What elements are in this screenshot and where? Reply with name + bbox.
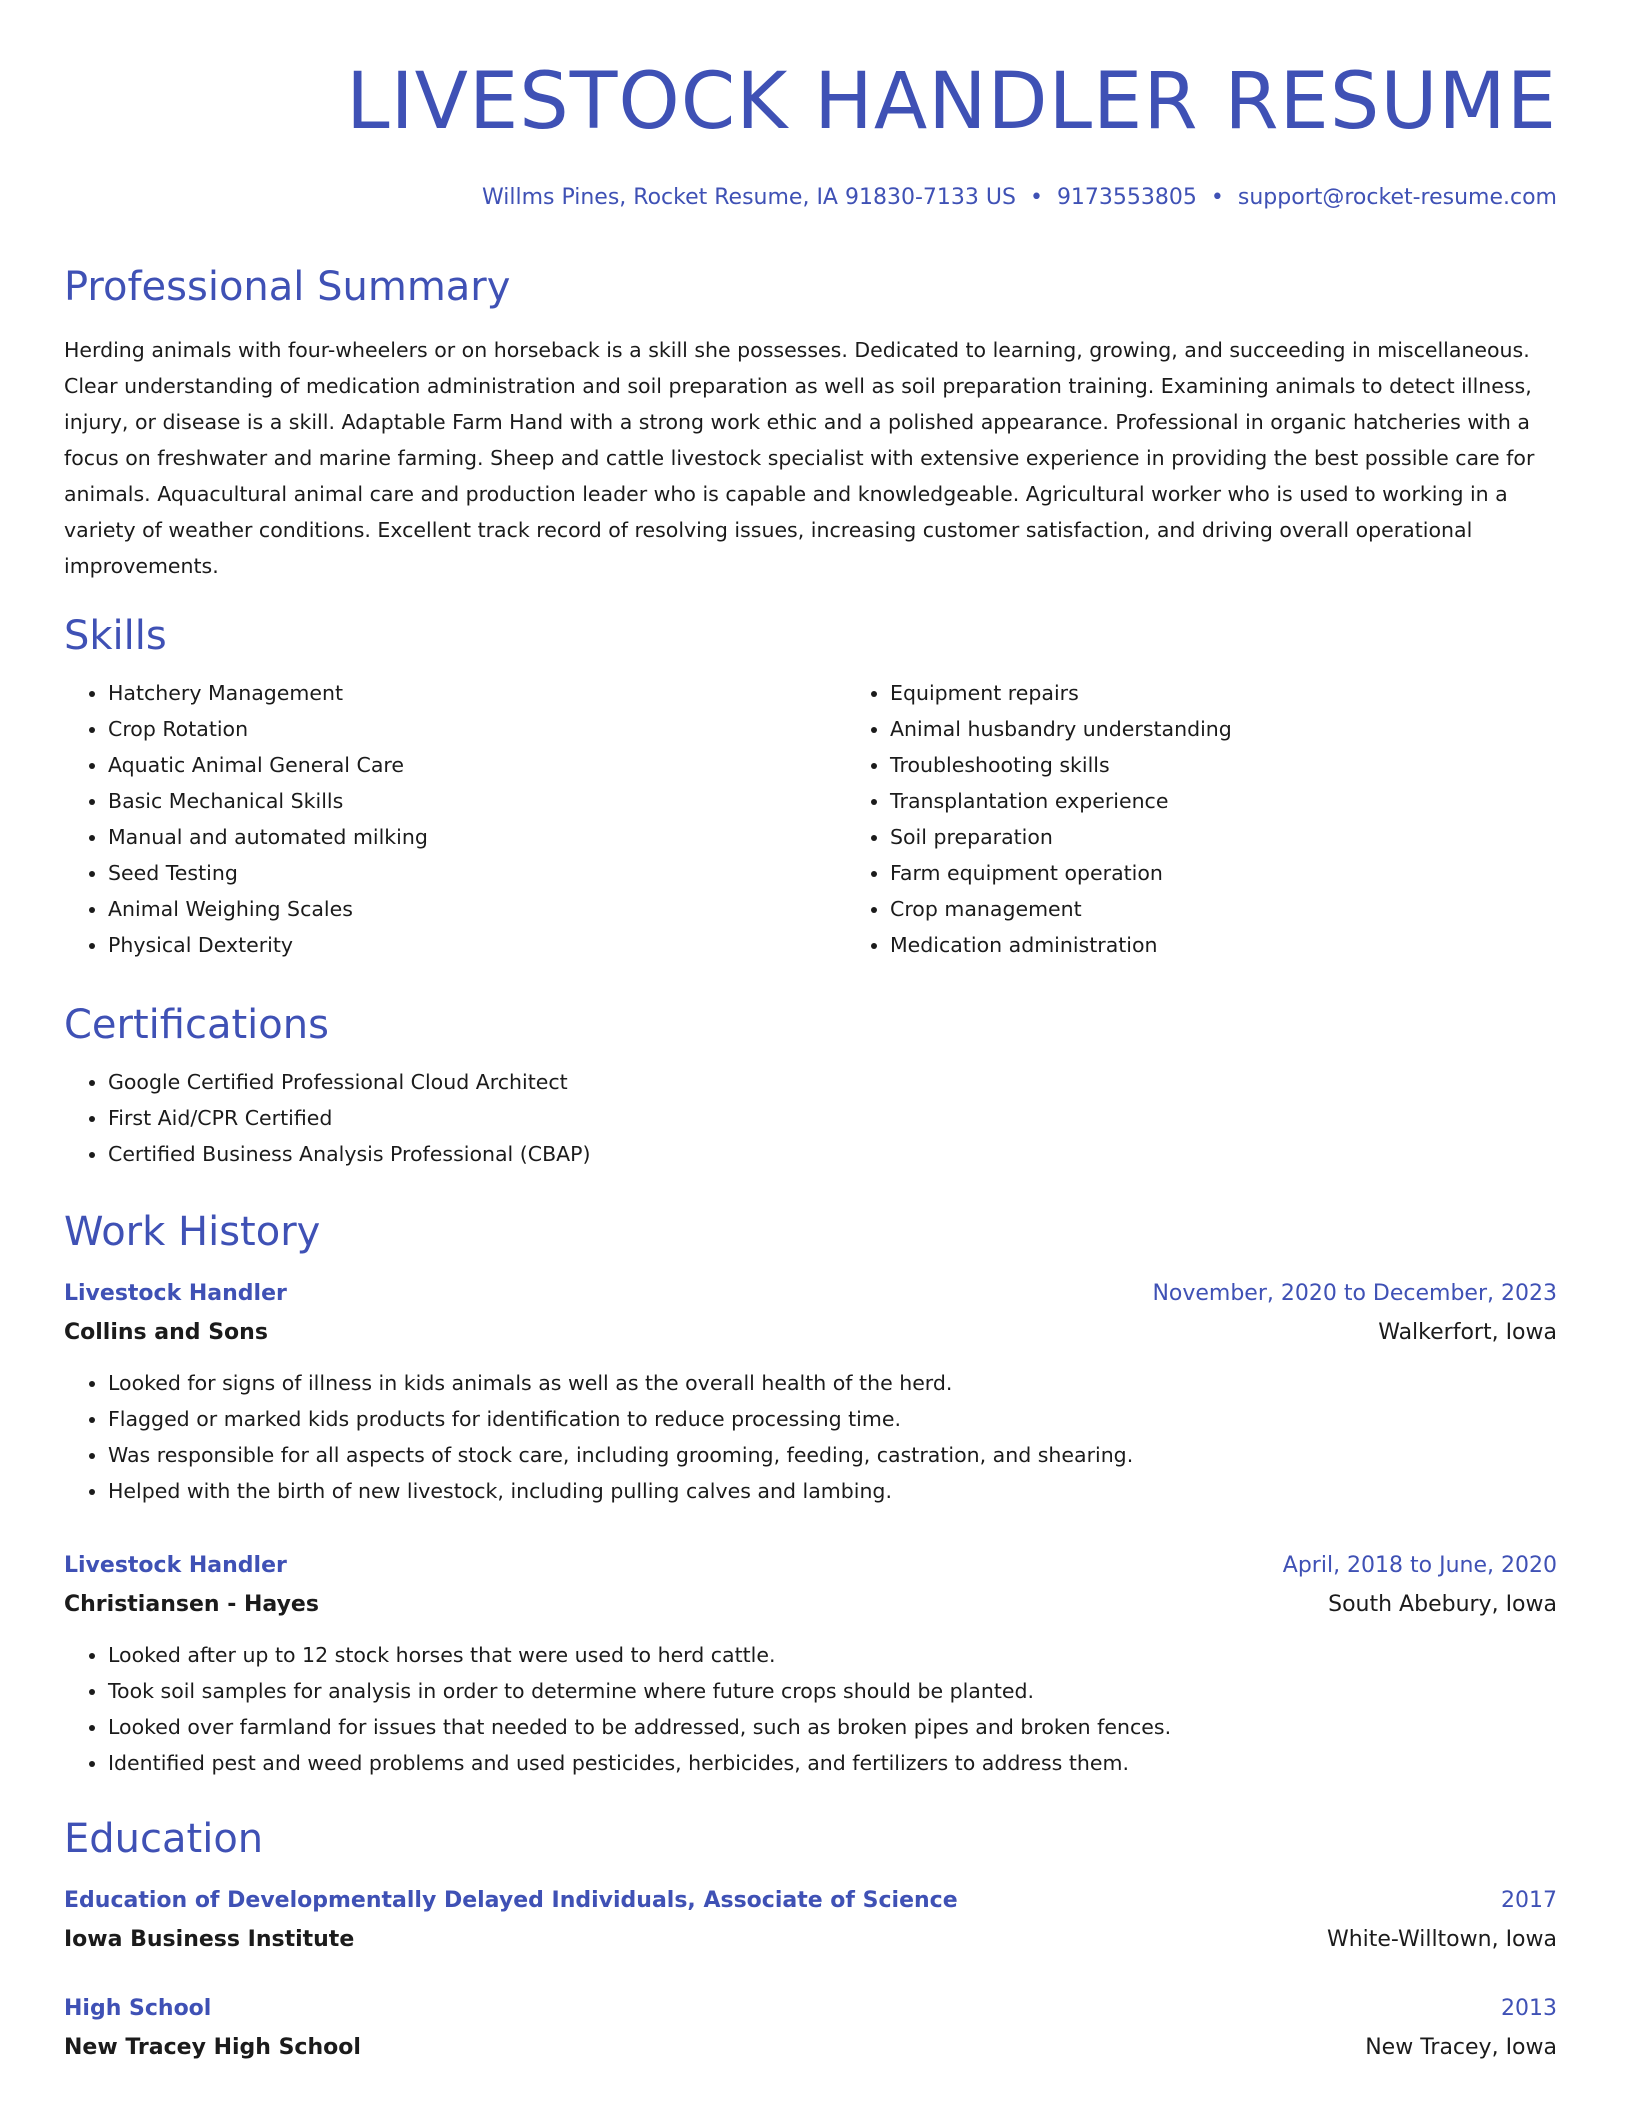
summary-section	[64, 262, 1557, 584]
job-bullet: • Looked after up to 12 stock horses that were used to herd cattle.	[108, 1637, 1557, 1673]
job-entry	[64, 1275, 1557, 1509]
job-title-row	[64, 1547, 1557, 1585]
education-section	[64, 1814, 1557, 2068]
resume-title: LIVESTOCK HANDLER RESUME	[346, 57, 1557, 147]
education-year: 2017	[1501, 1888, 1557, 1913]
skill-item: • Seed Testing	[108, 855, 846, 891]
contact-phone: 9173553805	[1056, 185, 1197, 210]
summary-heading: Professional Summary	[64, 264, 511, 310]
job-company: Collins and Sons	[64, 1320, 268, 1345]
job-dates: November, 2020 to December, 2023	[1152, 1281, 1557, 1306]
skills-list-right	[846, 675, 1628, 963]
skill-item: • Manual and automated milking	[108, 819, 846, 855]
job-location: Walkerfort, Iowa	[1378, 1320, 1557, 1345]
skill-item: • Physical Dexterity	[108, 927, 846, 963]
education-degree-row	[64, 1990, 1557, 2028]
skill-item: • Hatchery Management	[108, 675, 846, 711]
education-school-row	[64, 2028, 1557, 2068]
education-heading: Education	[64, 1816, 264, 1862]
education-location: New Tracey, Iowa	[1365, 2035, 1557, 2060]
certifications-section	[64, 1000, 1557, 1172]
skills-columns	[64, 675, 1557, 963]
skill-item: • Farm equipment operation	[890, 855, 1628, 891]
summary-text: Herding animals with four-wheelers or on horseback is a skill she possesses. Dedicated to learning, growing, and succeeding in miscellaneous. Clear understanding of medication administration and soil preparation as well as soil preparation training. Examining animals to detect illness, injury, or disease is a skill. Adaptable Farm Hand with a strong work ethic and a polished appearance. Professional in organic hatcheries with a focus on freshwater and marine farming. Sheep and cattle livestock specialist with extensive experience in providing the best possible care for animals. Aquacultural animal care and production leader who is capable and knowledgeable. Agricultural worker who is used to working in a variety of weather conditions. Excellent track record of resolving issues, increasing customer satisfaction, and driving overall operational improvements.	[64, 338, 1535, 578]
job-location: South Abebury, Iowa	[1328, 1592, 1557, 1617]
job-bullet: • Took soil samples for analysis in order to determine where future crops should be planted.	[108, 1673, 1557, 1709]
job-entry	[64, 1547, 1557, 1781]
job-dates: April, 2018 to June, 2020	[1282, 1553, 1557, 1578]
certifications-list	[64, 1064, 1557, 1172]
contact-separator: •	[1210, 185, 1224, 210]
job-bullet: • Looked over farmland for issues that needed to be addressed, such as broken pipes and broken fences.	[108, 1709, 1557, 1745]
skill-item: • Crop Rotation	[108, 711, 846, 747]
certification-item: • First Aid/CPR Certified	[108, 1100, 1557, 1136]
education-school-row	[64, 1920, 1557, 1960]
contact-separator: •	[1029, 185, 1043, 210]
skill-item: • Aquatic Animal General Care	[108, 747, 846, 783]
job-title: Livestock Handler	[64, 1281, 287, 1306]
skill-item: • Crop management	[890, 891, 1628, 927]
skill-item: • Animal husbandry understanding	[890, 711, 1628, 747]
skills-list-left	[64, 675, 846, 963]
job-company-row	[64, 1313, 1557, 1353]
job-bullets	[64, 1637, 1557, 1781]
job-bullets	[64, 1365, 1557, 1509]
contact-line	[64, 182, 1557, 214]
contact-address: Willms Pines, Rocket Resume, IA 91830-7133 US	[481, 185, 1016, 210]
job-bullet: • Flagged or marked kids products for identification to reduce processing time.	[108, 1401, 1557, 1437]
education-entry	[64, 1882, 1557, 1960]
job-company: Christiansen - Hayes	[64, 1592, 319, 1617]
job-bullet: • Looked for signs of illness in kids animals as well as the overall health of the herd.	[108, 1365, 1557, 1401]
education-entry	[64, 1990, 1557, 2068]
job-bullet: • Helped with the birth of new livestock, including pulling calves and lambing.	[108, 1473, 1557, 1509]
education-degree-row	[64, 1882, 1557, 1920]
job-company-row	[64, 1585, 1557, 1625]
skill-item: • Medication administration	[890, 927, 1628, 963]
job-bullet: • Identified pest and weed problems and used pesticides, herbicides, and fertilizers to address them.	[108, 1745, 1557, 1781]
education-school: New Tracey High School	[64, 2035, 361, 2060]
skill-item: • Basic Mechanical Skills	[108, 783, 846, 819]
skills-heading: Skills	[64, 613, 167, 659]
work-history-section	[64, 1207, 1557, 1781]
education-degree: High School	[64, 1996, 212, 2021]
resume-header	[64, 0, 1557, 214]
skill-item: • Soil preparation	[890, 819, 1628, 855]
work-history-heading: Work History	[64, 1209, 321, 1255]
skills-section	[64, 611, 1557, 963]
resume-page	[64, 0, 1557, 2060]
skill-item: • Equipment repairs	[890, 675, 1628, 711]
education-school: Iowa Business Institute	[64, 1927, 355, 1952]
contact-email: support@rocket-resume.com	[1237, 185, 1557, 210]
education-location: White-Willtown, Iowa	[1326, 1927, 1557, 1952]
certifications-heading: Certifications	[64, 1002, 329, 1048]
certification-item: • Google Certified Professional Cloud Architect	[108, 1064, 1557, 1100]
skill-item: • Transplantation experience	[890, 783, 1628, 819]
skill-item: • Troubleshooting skills	[890, 747, 1628, 783]
job-title: Livestock Handler	[64, 1553, 287, 1578]
education-degree: Education of Developmentally Delayed Individuals, Associate of Science	[64, 1888, 958, 1913]
skill-item: • Animal Weighing Scales	[108, 891, 846, 927]
job-title-row	[64, 1275, 1557, 1313]
certification-item: • Certified Business Analysis Professional (CBAP)	[108, 1136, 1557, 1172]
education-year: 2013	[1501, 1996, 1557, 2021]
job-bullet: • Was responsible for all aspects of stock care, including grooming, feeding, castration, and shearing.	[108, 1437, 1557, 1473]
